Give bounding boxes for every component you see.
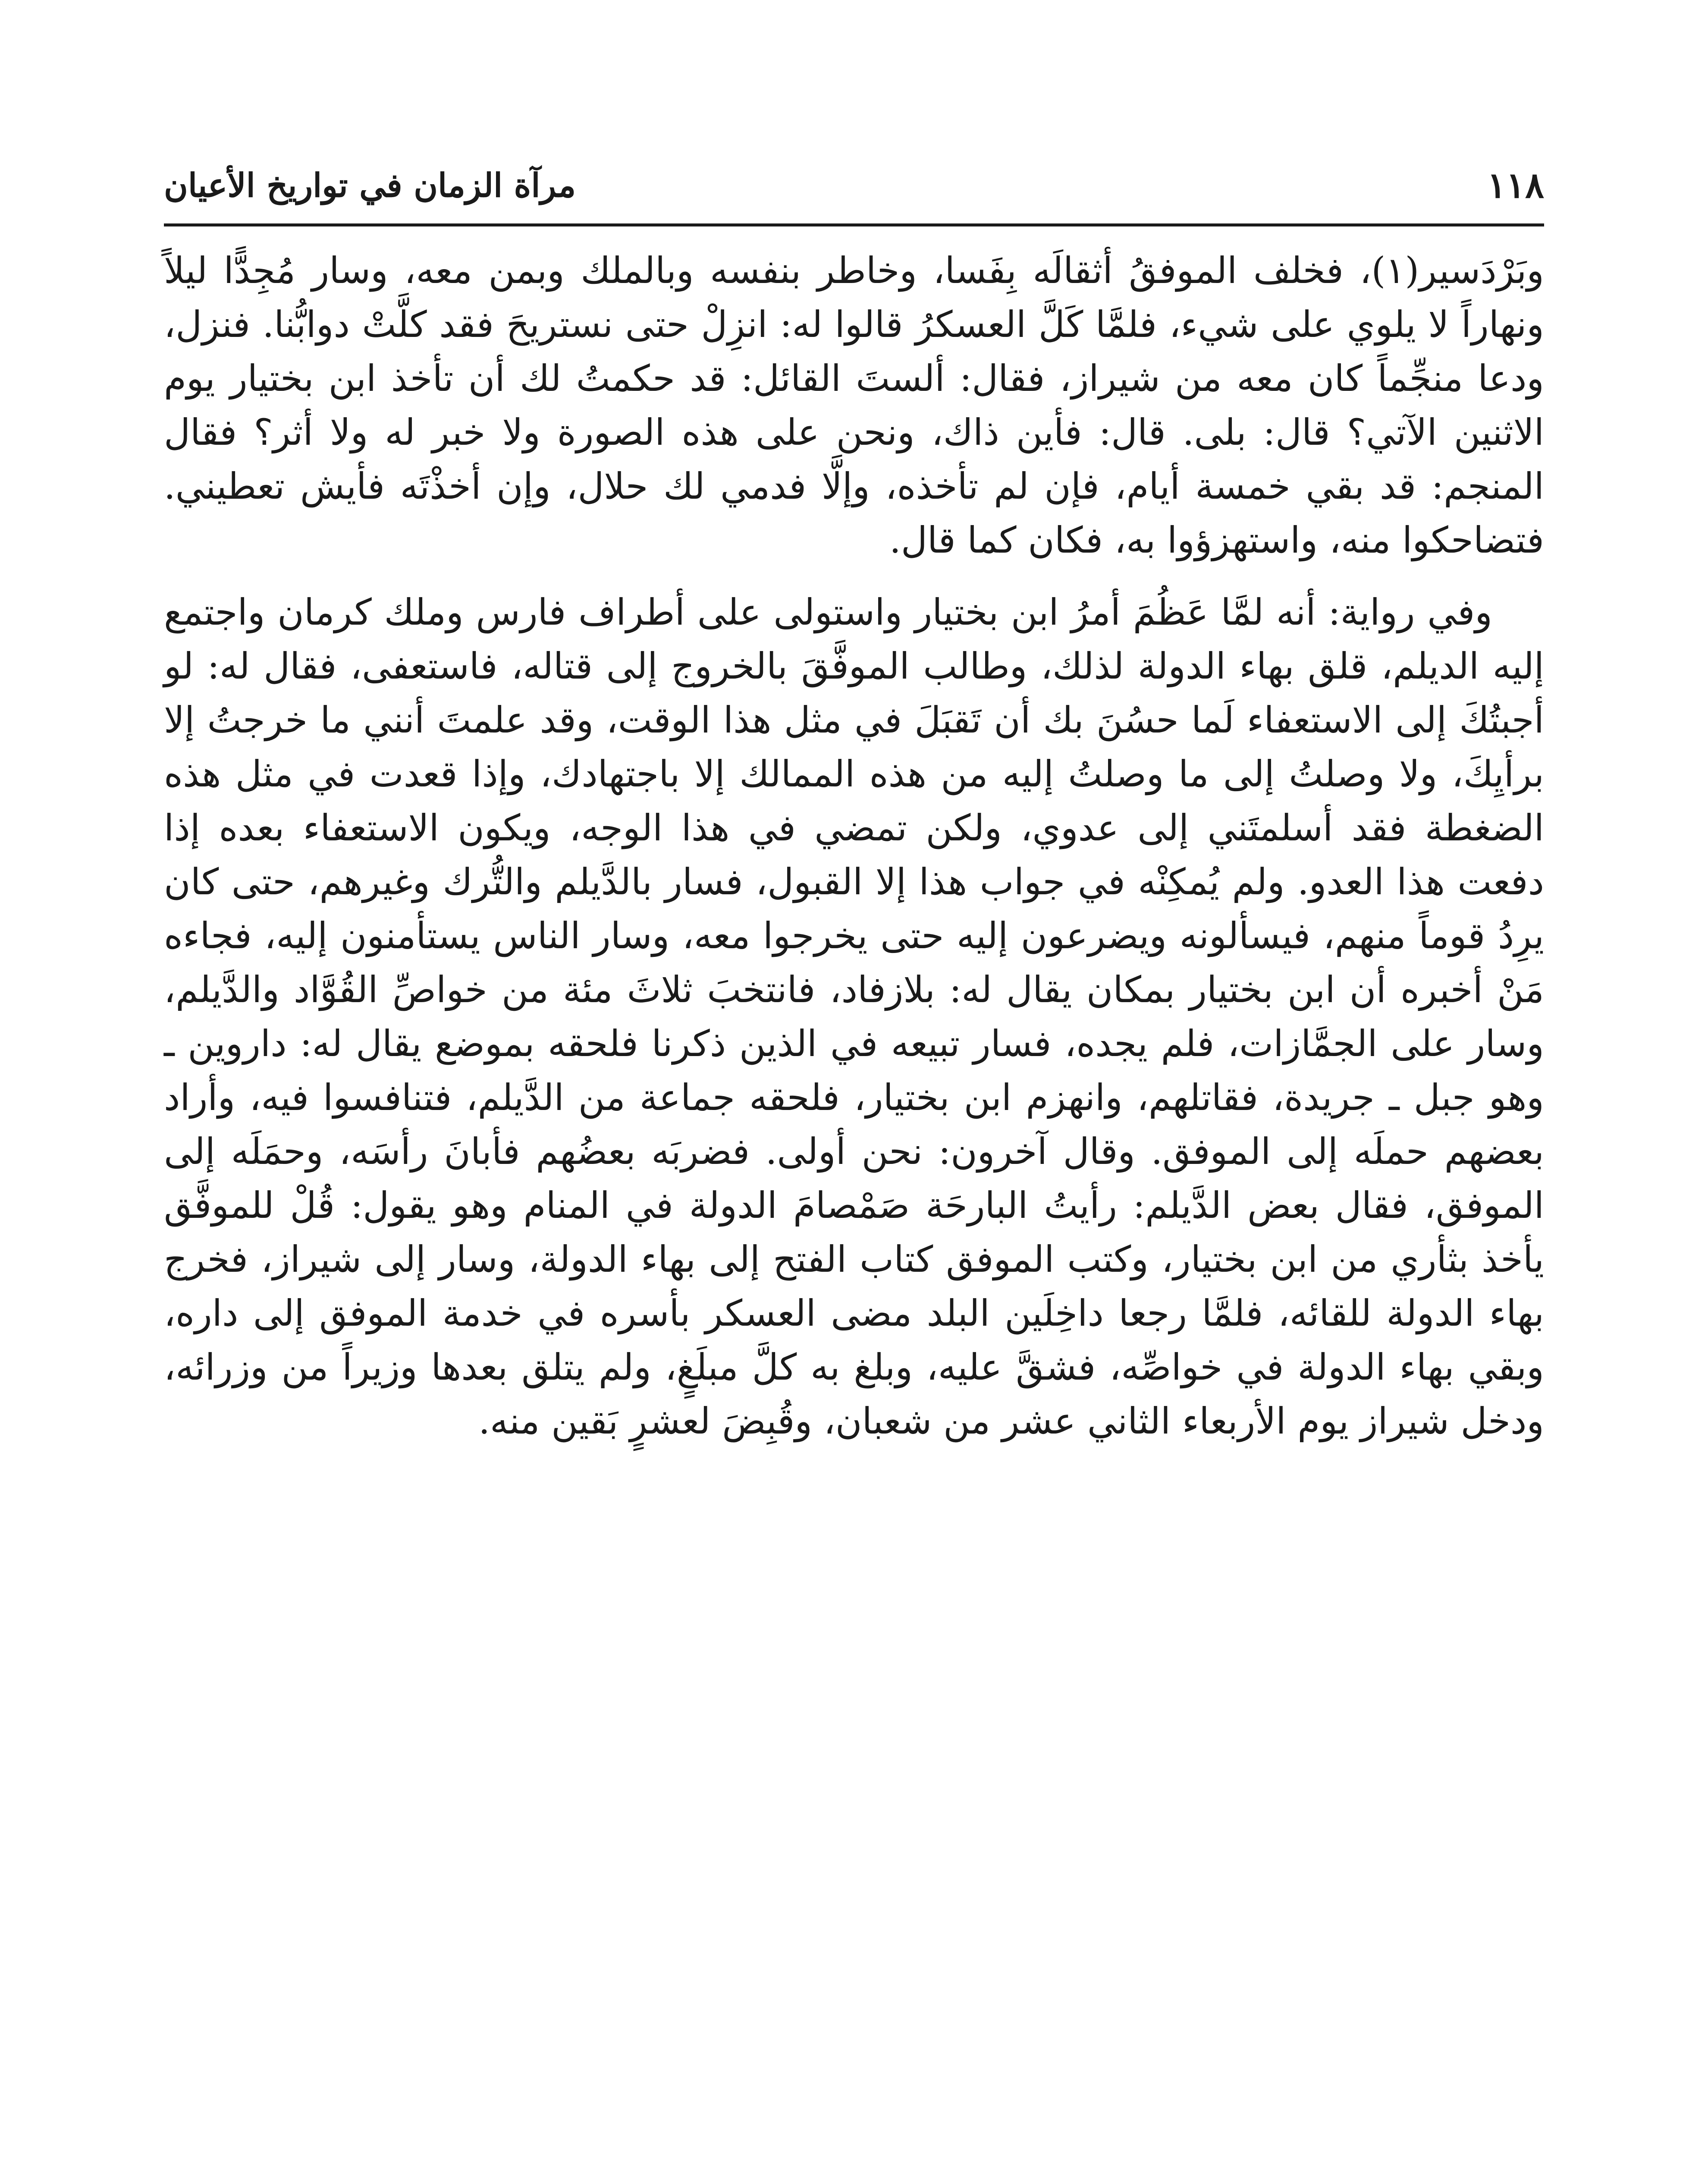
paragraph-2: وفي رواية: أنه لمَّا عَظُمَ أمرُ ابن بختيار واستولى على أطراف فارس وملك كرمان واجتمع إليه الديلم، قلق بهاء الدولة لذلك، وطالب الموفَّقَ بالخروج إلى قتاله، فاستعفى، فقال له: لو أجبتُكَ إلى الاستعفاء لَما حسُنَ بك أن تَقبَلَ في مثل هذا الوقت، وقد علمتَ أنني ما خرجتُ إلا برأيِكَ، ولا وصلتُ إلى ما وصلتُ إليه من هذه الممالك إلا باجتهادك، وإذا قعدت في مثل هذه الضغطة فقد أسلمتَني إلى عدوي، ولكن تمضي في هذا الوجه، ويكون الاستعفاء بعده إذا دفعت هذا العدو. ولم يُمكِنْه في جواب هذا إلا القبول، فسار بالدَّيلم والتُّرك وغيرهم، حتى كان يرِدُ قوماً منهم، فيسألونه ويضرعون إليه حتى يخرجوا معه، وسار الناس يستأمنون إليه، فجاءه مَنْ أخبره أن ابن بختيار بمكان يقال له: بلازفاد، فانتخبَ ثلاثَ مئة من خواصِّ القُوَّاد والدَّيلم، وسار على الجمَّازات، فلم يجده، فسار تبيعه في الذين ذكرنا فلحقه بموضع يقال له: داروين ـ وهو جبل ـ جريدة، فقاتلهم، وانهزم ابن بختيار، فلحقه جماعة من الدَّيلم، فتنافسوا فيه، وأراد بعضهم حملَه إلى الموفق. وقال آخرون: نحن أولى. فضربَه بعضُهم فأبانَ رأسَه، وحمَلَه إلى الموفق، فقال بعض الدَّيلم: رأيتُ البارحَة صَمْصامَ الدولة في المنام وهو يقول: قُلْ للموفَّق يأخذ بثأري من ابن بختيار، وكتب الموفق كتاب الفتح إلى بهاء الدولة، وسار إلى شيراز، فخرج بهاء الدولة للقائه، فلمَّا رجعا داخِلَين البلد مضى العسكر بأسره في خدمة الموفق إلى داره، وبقي بهاء الدولة في خواصِّه، فشقَّ عليه، وبلغ به كلَّ مبلَغٍ، ولم يتلق بعدها وزيراً من وزرائه، ودخل شيراز يوم الأربعاء الثاني عشر من شعبان، وقُبِضَ لعشرٍ بَقين منه. — [164, 591, 1545, 1442]
body-text — [164, 244, 1544, 1448]
page-header — [164, 160, 1544, 211]
paragraph-1: وبَرْدَسير(١)، فخلف الموفقُ أثقالَه بِفَسا، وخاطر بنفسه وبالملك وبمن معه، وسار مُجِدًّا ليلاً ونهاراً لا يلوي على شيء، فلمَّا كَلَّ العسكرُ قالوا له: انزِلْ حتى نستريحَ فقد كلَّتْ دوابُّنا. فنزل، ودعا منجِّماً كان معه من شيراز، فقال: ألستَ القائل: قد حكمتُ لك أن تأخذ ابن بختيار يوم الاثنين الآتي؟ قال: بلى. قال: فأين ذاك، ونحن على هذه الصورة ولا خبر له ولا أثر؟ فقال المنجم: قد بقي خمسة أيام، فإن لم تأخذه، وإلَّا فدمي لك حلال، وإن أخذْتَه فأيش تعطيني. فتضاحكوا منه، واستهزؤوا به، فكان كما قال. — [164, 249, 1544, 561]
page-number: ١١٨ — [1487, 165, 1544, 206]
running-title: مرآة الزمان في تواريخ الأعيان — [164, 166, 576, 204]
header-rule — [164, 223, 1544, 226]
